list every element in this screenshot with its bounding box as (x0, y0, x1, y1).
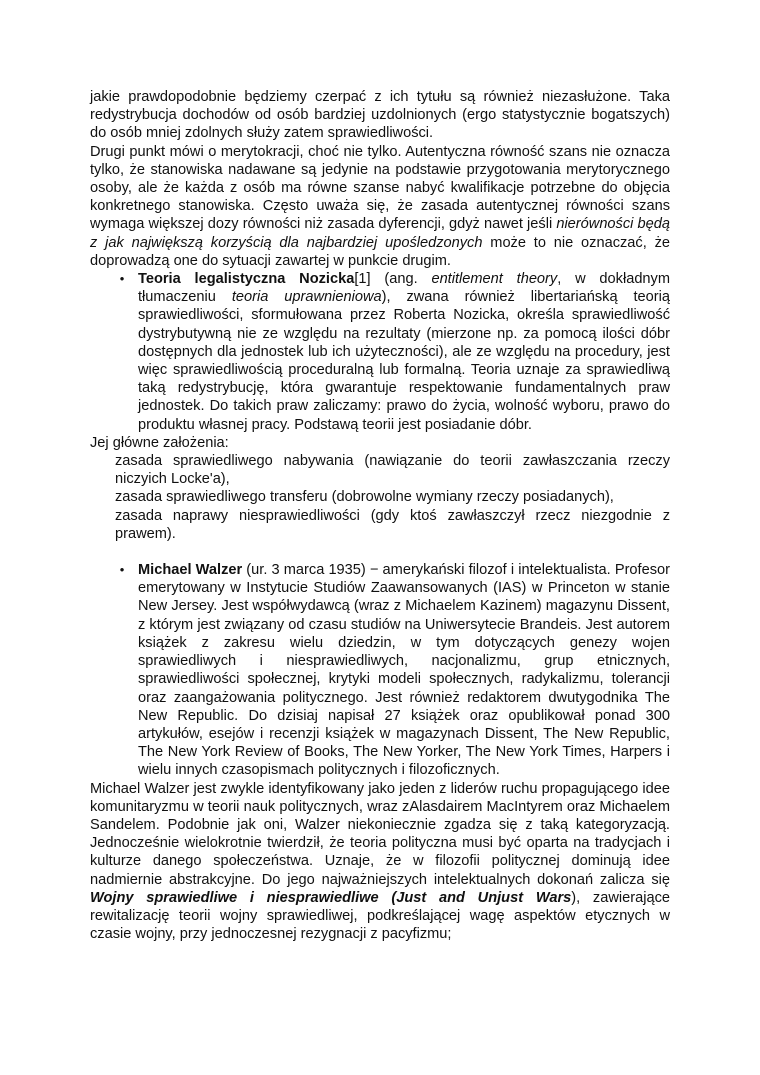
paragraph-walzer-text-2: ), zawierające rewitalizację teorii wojny sprawiedliwej, podkreślającej wagę aspektów etycznych w czasie wojny, przy jednoczesnej rezygnacji z pacyfizmu; (90, 889, 670, 943)
paragraph-walzer-text-1: Michael Walzer jest zwykle identyfikowany jako jeden z liderów ruchu propagującego idee komunitaryzmu w teorii nauk politycznych, wraz zAlasdairem MacIntyrem oraz Michaelem Sandelem. Podobnie jak oni, Walzer niekoniecznie zgadza się z taką kategoryzacją. Jednocześnie wielokrotnie twierdził, że teoria polityczna musi być oparta na tradycjach i kulturze danego społeczeństwa. Uznaje, że w filozofii politycznej dominują idee nadmiernie abstrakcyjne. Do jego najważniejszych intelektualnych dokonań zalicza się (90, 780, 670, 888)
bullet-item-walzer (119, 561, 670, 779)
nozick-italic-1: entitlement theory (431, 271, 558, 288)
assumption-item: zasada sprawiedliwego transferu (dobrowolne wymiany rzeczy posiadanych), (115, 489, 614, 506)
spacer (90, 543, 670, 561)
paragraph-redistribution: jakie prawdopodobnie będziemy czerpać z ich tytułu są również niezasłużone. Taka redystrybucja dochodów od osób bardziej uzdolnionych (ergo statystycznie bogatszych) do osób mniej zdolnych służy zatem sprawiedliwości. (90, 89, 670, 142)
nozick-text-1: (ang. (370, 271, 432, 288)
paragraph-walzer-italic: Wojny sprawiedliwe i niesprawiedliwe (Just and Unjust Wars (90, 889, 572, 906)
walzer-bio: (ur. 3 marca 1935) − amerykański filozof i intelektualista. Profesor emerytowany w Instytucie Studiów Zaawansowanych (IAS) w Princeton w stanie New Jersey. Jest współwydawcą (wraz z Michaelem Kazinem) magazynu Dissent, z którym jest związany od czasu studiów na Uniwersytecie Brandeis. Jest autorem książek z zakresu wielu dziedzin, w tym dotyczących genezy wojen sprawiedliwych i niesprawiedliwych, nacjonalizmu, grup etnicznych, sprawiedliwości społecznej, krytyki modeli społecznych, radykalizmu, tolerancji oraz zaangażowania politycznego. Jest również redaktorem dwutygodnika The New Republic. Do dzisiaj napisał 27 książek oraz opublikował ponad 300 artykułów, esejów i recenzji książek w magazynach Dissent, The New Republic, The New York Review of Books, The New Yorker, The New York Times, Harpers i wielu innych czasopismach politycznych i filozoficznych. (138, 562, 670, 779)
assumptions-list (115, 452, 670, 543)
nozick-text-2: , w dokładnym tłumaczeniu (138, 271, 671, 306)
assumption-item: zasada sprawiedliwego nabywania (nawiązanie do teorii zawłaszczania rzeczy niczyich Locke'a), (115, 453, 670, 488)
paragraph-meritocracy-text-1: Drugi punkt mówi o merytokracji, choć nie tylko. Autentyczna równość szans nie oznacza tylko, że stanowiska nadawane są jedynie na podstawie przygotowania merytorycznego osoby, ale że każda z osób ma równe szanse nabyć kwalifikacje potrzebne do objęcia konkretnego stanowiska. Często uważa się, że zasada autentycznej równości szans wymaga większej dozy równości niż zasada dyferencji, gdyż nawet jeśli (90, 143, 670, 233)
bullet-icon: • (119, 271, 125, 287)
paragraph-meritocracy (90, 143, 670, 270)
assumptions-heading: Jej główne założenia: (90, 434, 229, 451)
nozick-footnote-ref[interactable]: [1] (354, 271, 371, 288)
nozick-italic-2: teoria uprawnieniowa (231, 289, 382, 306)
paragraph-meritocracy-italic: nierówności będą z jak największą korzyścią dla najbardziej upośledzonych (90, 216, 670, 251)
document-page (90, 88, 670, 943)
walzer-text (138, 561, 670, 779)
bullet-item-nozick (119, 270, 671, 434)
nozick-text-3: ), zwana również libertariańską teorią sprawiedliwości, sformułowana przez Roberta Nozicka, określa sprawiedliwość dystrybutywną nie ze względu na rezultaty (mierzone np. za pomocą ilości dóbr dostępnych dla jednostek lub ich użyteczności), ale ze względu na procedury, jest więc sprawiedliwością proceduralną lub formalną. Teoria uznaje za sprawiedliwą taką redystrybucję, która gwarantuje respektowanie fundamentalnych praw jednostek. Do takich praw zaliczamy: prawo do życia, wolność wyboru, prawo do produktu własnej pracy. Podstawą teorii jest posiadanie dóbr. (138, 289, 671, 433)
walzer-name: Michael Walzer (138, 562, 243, 579)
assumption-item: zasada naprawy niesprawiedliwości (gdy ktoś zawłaszczył rzecz niezgodnie z prawem). (115, 507, 670, 542)
paragraph-walzer-communitarianism (90, 780, 670, 944)
nozick-text (138, 270, 670, 434)
bullet-icon: • (119, 562, 125, 578)
paragraph-meritocracy-text-2: może to nie oznaczać, że doprowadzą one do sytuacji zawartej w punkcie drugim. (90, 234, 670, 269)
nozick-title: Teoria legalistyczna Nozicka (138, 271, 355, 288)
